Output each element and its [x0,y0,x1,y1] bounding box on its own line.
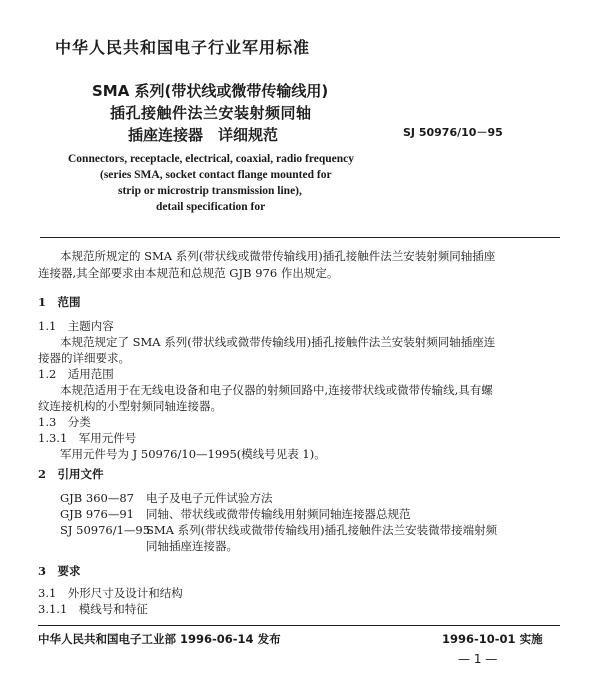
section-3-1-heading: 3.1 外形尺寸及设计和结构 [38,586,183,600]
page-number: — 1 — [458,652,498,666]
section-1-3-heading: 1.3 分类 [38,415,91,429]
standard-number: SJ 50976/10－95 [403,126,503,139]
ref-code: GJB 360—87 [60,491,134,505]
title-en-line4: detail specification for [156,201,266,213]
standard-org-header: 中华人民共和国电子行业军用标准 [55,38,311,57]
section-1-2-heading: 1.2 适用范围 [38,367,114,381]
section-1-1-line2: 接器的详细要求。 [38,351,130,365]
section-3-1-1-heading: 3.1.1 模线号和特征 [38,602,148,616]
section-2-heading: 2 引用文件 [38,467,104,481]
section-1-1-line1: 本规范规定了 SMA 系列(带状线或微带传输线用)插孔接触件法兰安装射频同轴插座连 [60,335,496,349]
section-1-2-line1: 本规范适用于在无线电设备和电子仪器的射频回路中,连接带状线或微带传输线,具有螺 [60,383,493,397]
title-en-line2: (series SMA, socket contact flange mounted for [100,169,332,181]
intro-line1: 本规范所规定的 SMA 系列(带状线或微带传输线用)插孔接触件法兰安装射频同轴插座 [60,249,496,263]
title-cn-line1: SMA 系列(带状线或微带传输线用) [92,82,329,100]
section-1-heading: 1 范围 [38,295,81,309]
section-3-heading: 3 要求 [38,564,81,578]
section-1-3-1-heading: 1.3.1 军用元件号 [38,431,137,445]
ref-title: 同轴、带状线或微带传输线用射频同轴连接器总规范 [146,507,411,521]
ref-code: GJB 976—91 [60,507,134,521]
ref-title-continued: 同轴插座连接器。 [146,539,238,553]
section-1-1-heading: 1.1 主题内容 [38,319,114,333]
title-en-line3: strip or microstrip transmission line), [118,185,302,197]
ref-title: SMA 系列(带状线或微带传输线用)插孔接触件法兰安装微带接端射频 [146,523,498,537]
section-1-3-1-line: 军用元件号为 J 50976/10—1995(模线号见表 1)。 [60,447,326,461]
section-1-2-line2: 纹连接机构的小型射频同轴连接器。 [38,399,222,413]
top-divider [40,237,560,238]
issuer-line: 中华人民共和国电子工业部 1996-06-14 发布 [38,632,281,646]
ref-code: SJ 50976/1—95 [60,523,151,537]
implement-date: 1996-10-01 实施 [442,632,543,646]
title-cn-line3: 插座连接器 详细规范 [128,126,279,144]
footer-divider [38,625,560,626]
ref-title: 电子及电子元件试验方法 [146,491,273,505]
title-cn-line2: 插孔接触件法兰安装射频同轴 [110,104,312,122]
intro-line2: 连接器,其全部要求由本规范和总规范 GJB 976 作出规定。 [38,266,339,280]
title-en-line1: Connectors, receptacle, electrical, coaxial, radio frequency [68,153,355,165]
